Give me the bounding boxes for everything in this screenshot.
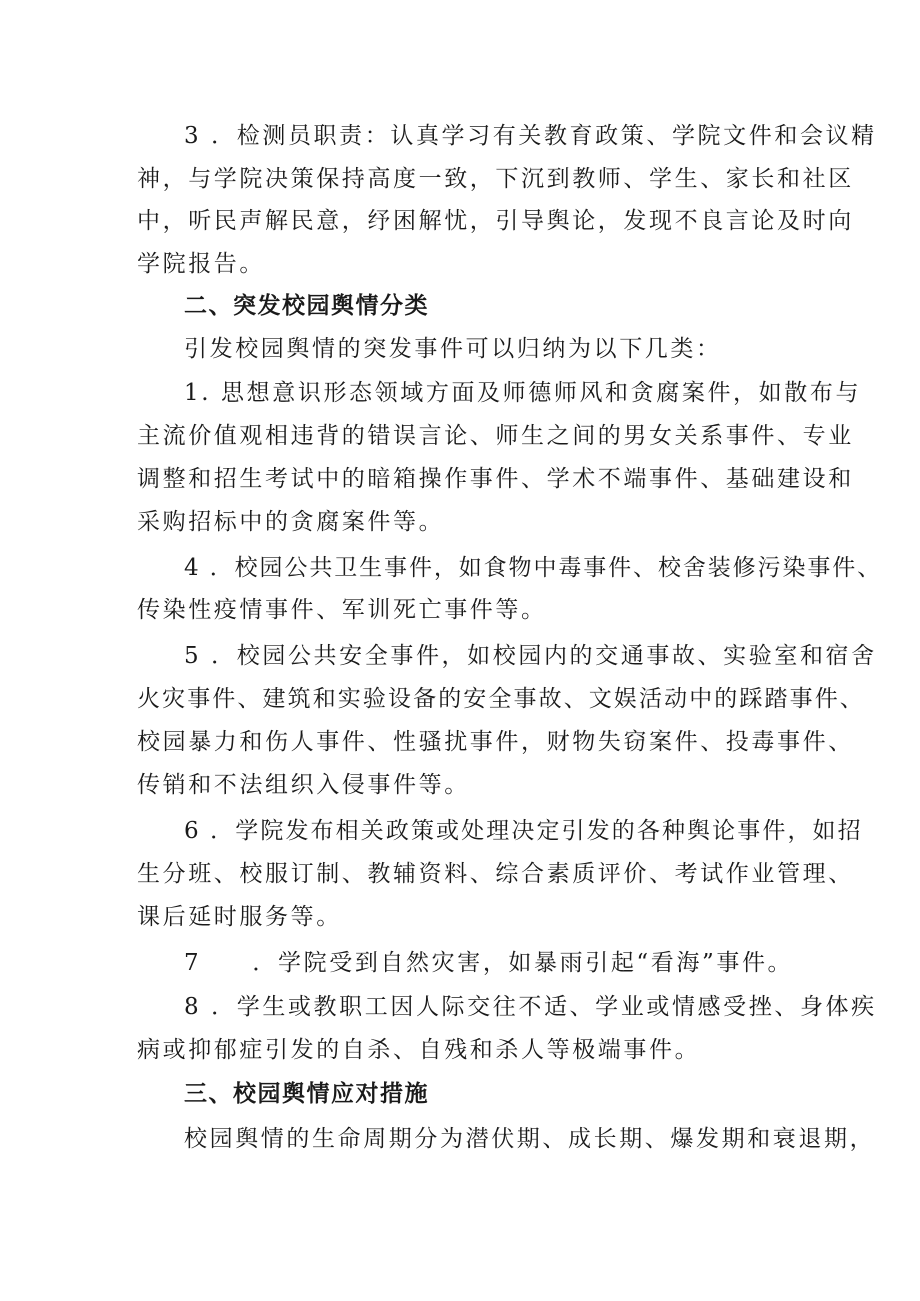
item-6-line-3: 课后延时服务等。 [137,904,342,930]
section-heading-3: 三、校园舆情应对措施 [184,1081,429,1107]
item-7-line-1: 7 ．学院受到自然灾害，如暴雨引起“看海”事件。 [184,950,794,976]
item-1-line-2: 主流价值观相违背的错误言论、师生之间的男女关系事件、专业 [137,423,854,449]
paragraph-3-line-1: 3 ．检测员职责：认真学习有关教育政策、学院文件和会议精 [184,123,877,149]
item-6-line-2: 生分班、校服订制、教辅资料、综合素质评价、考试作业管理、 [137,861,854,887]
item-5-line-4: 传销和不法组织入侵事件等。 [137,772,470,798]
item-6-line-1: 6 ．学院发布相关政策或处理决定引发的各种舆论事件，如招 [184,818,863,844]
item-1-line-3: 调整和招生考试中的暗箱操作事件、学术不端事件、基础建设和 [137,466,854,492]
paragraph-3-line-2: 神，与学院决策保持高度一致，下沉到教师、学生、家长和社区 [137,166,854,192]
intro-line: 引发校园舆情的突发事件可以归纳为以下几类： [184,336,722,362]
item-8-line-1: 8 ．学生或教职工因人际交往不适、学业或情感受挫、身体疾 [184,994,877,1020]
section-heading-2: 二、突发校园舆情分类 [184,293,429,319]
item-5-line-2: 火灾事件、建筑和实验设备的安全事故、文娱活动中的踩踏事件、 [137,686,865,712]
item-1-line-4: 采购招标中的贪腐案件等。 [137,509,445,535]
item-4-line-2: 传染性疫情事件、军训死亡事件等。 [137,597,547,623]
paragraph-3-line-3: 中，听民声解民意，纾困解忧，引导舆论，发现不良言论及时向 [137,208,854,234]
item-1-line-1: 1. 思想意识形态领域方面及师德师风和贪腐案件，如散布与 [184,380,862,406]
item-4-line-1: 4 ．校园公共卫生事件，如食物中毒事件、校舍装修污染事件、 [184,555,883,581]
item-5-line-1: 5 ．校园公共安全事件，如校园内的交通事故、实验室和宿舍 [184,643,877,669]
item-8-line-2: 病或抑郁症引发的自杀、自残和杀人等极端事件。 [137,1037,701,1063]
closing-line: 校园舆情的生命周期分为潜伏期、成长期、爆发期和衰退期， [184,1126,876,1152]
item-5-line-3: 校园暴力和伤人事件、性骚扰事件，财物失窃案件、投毒事件、 [137,729,854,755]
paragraph-3-line-4: 学院报告。 [137,251,265,277]
